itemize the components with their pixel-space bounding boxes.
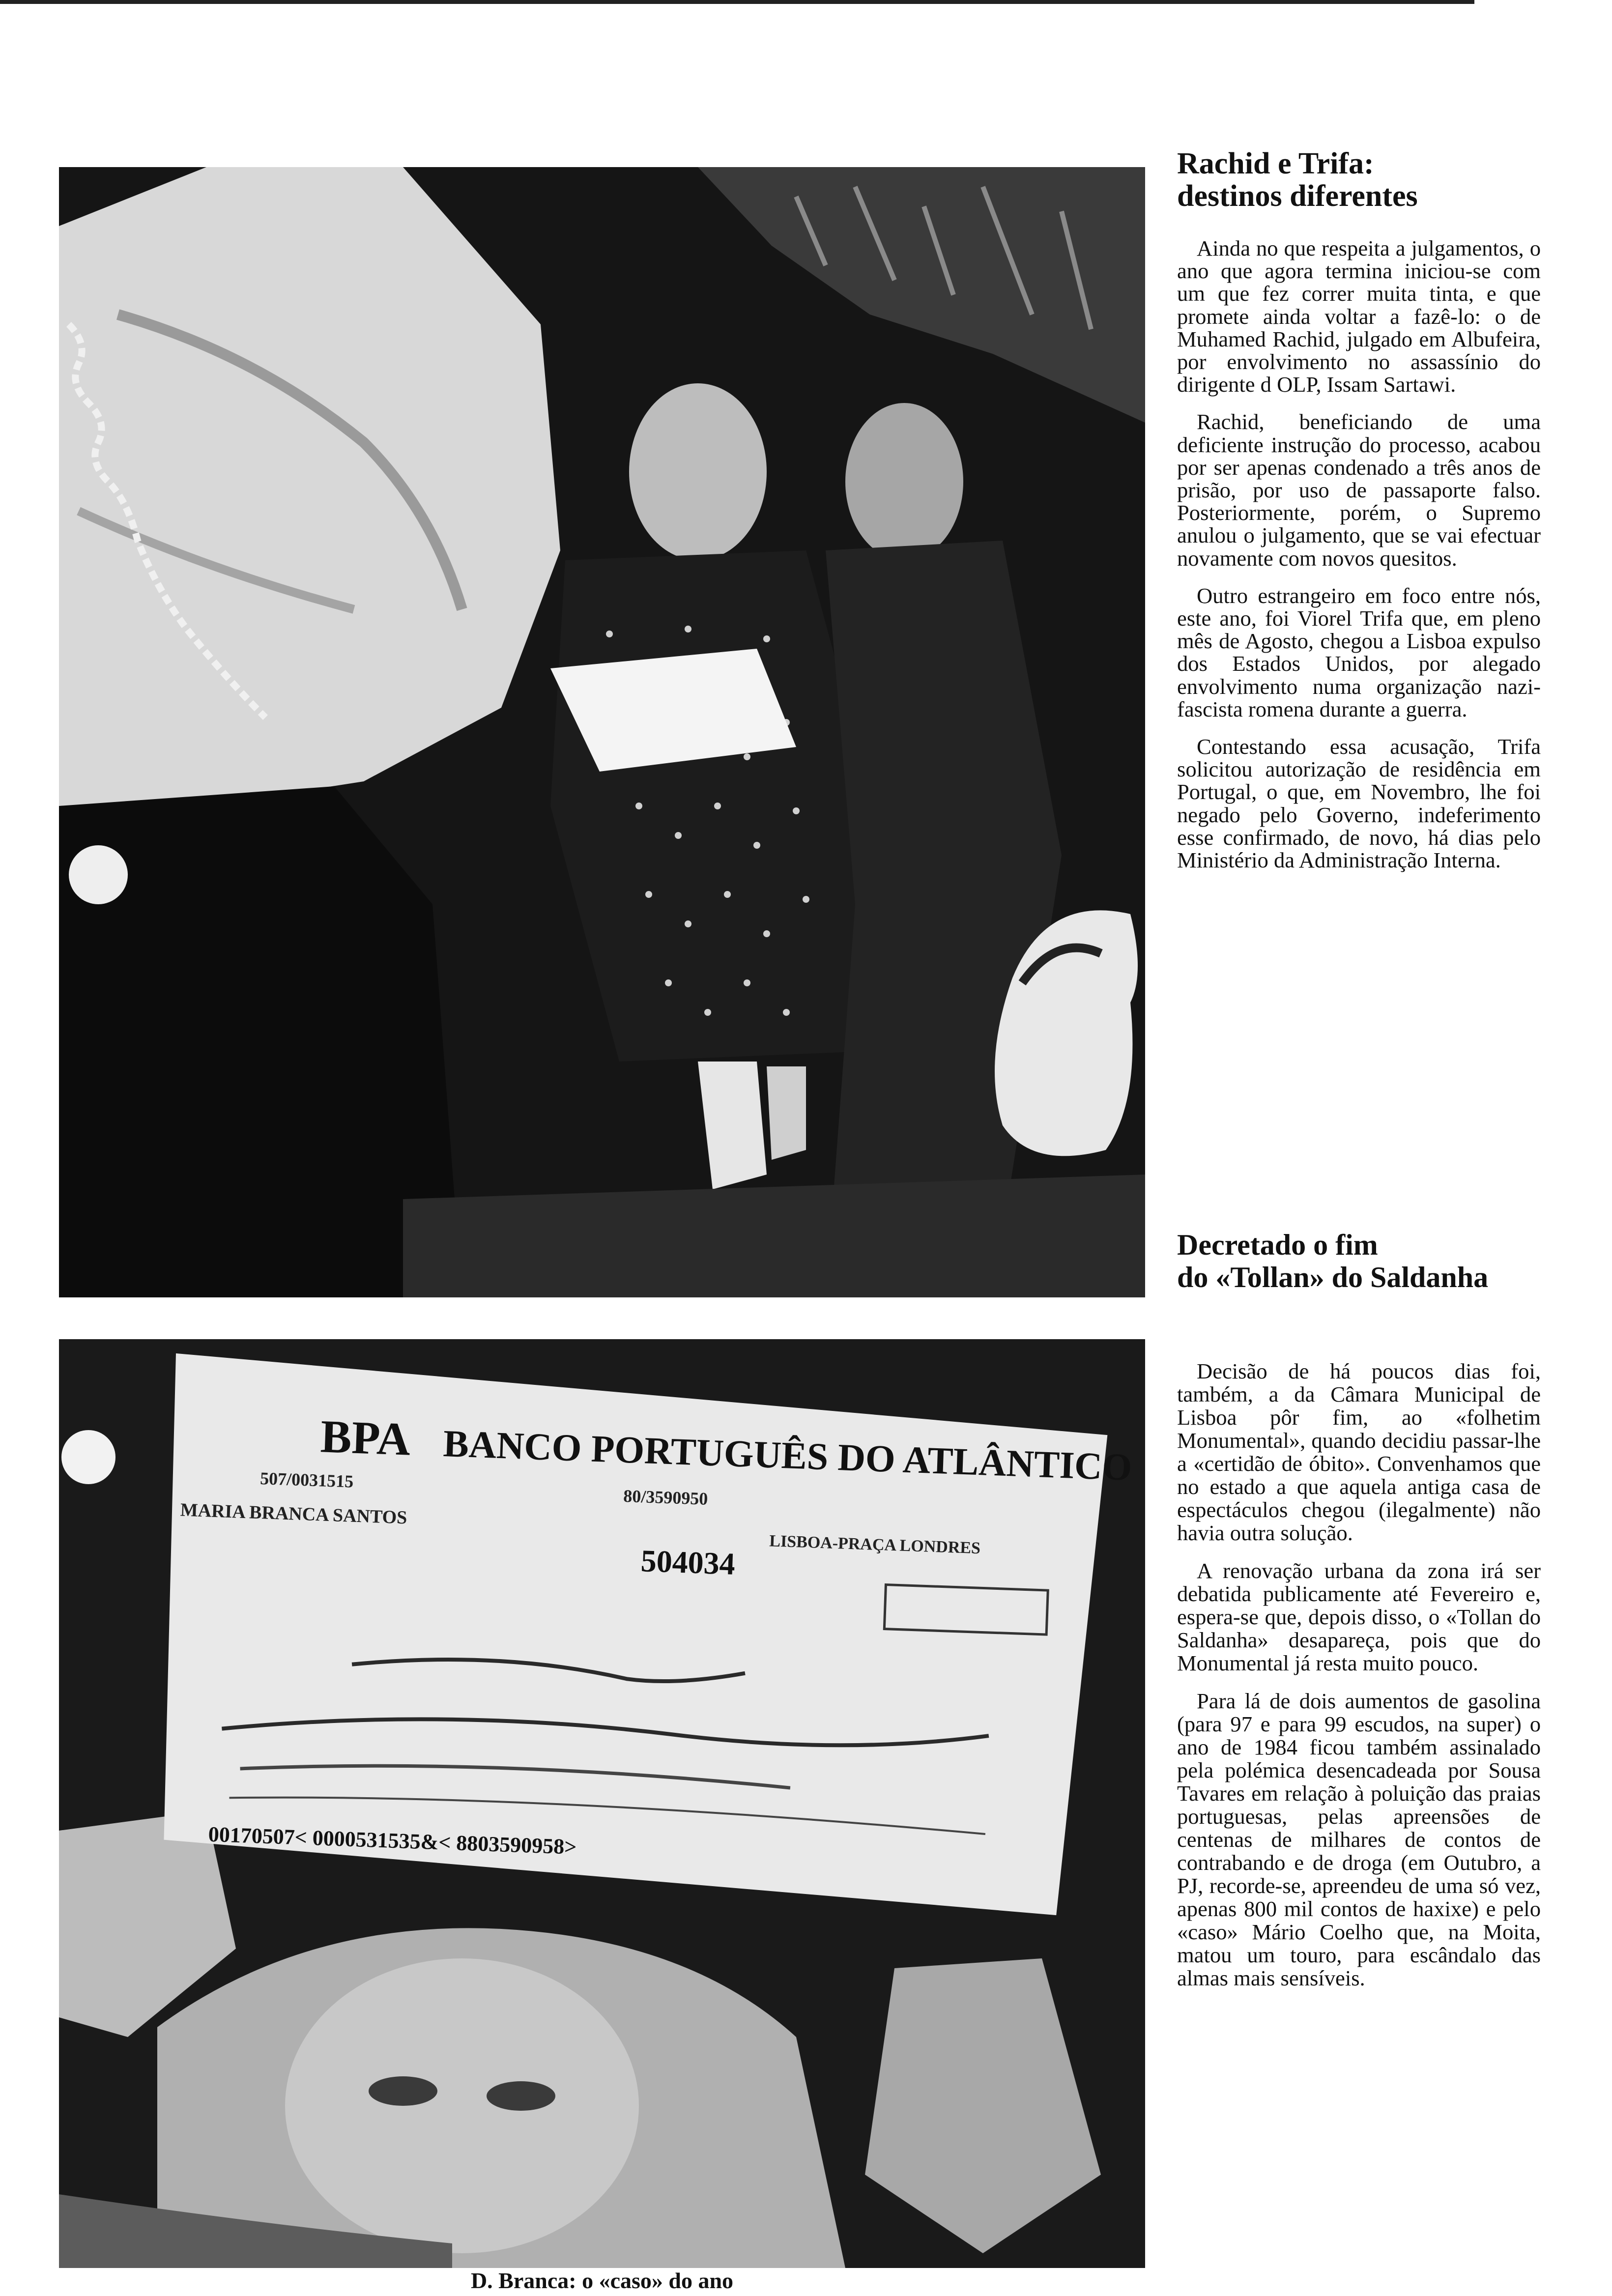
cheque [157,1353,1135,1917]
paragraph: Decisão de há poucos dias foi, também, a da Câmara Municipal de Lisboa pôr fim, ao «folhetim Monumental», quando decidiu passar-lhe a «certidão de óbito». Convenhamos que no estado a que aquela antiga casa de espectáculos chegou (ilegalmente) não havia outra solução. [1177,1359,1541,1545]
photo-cheque-image [59,1339,1145,2268]
heading-line-2: do «Tollan» do Saldanha [1177,1261,1489,1293]
cheque-bank-abbr: BPA [319,1410,411,1465]
cheque-account: 507/0031515 [259,1468,354,1492]
top-rule [0,0,1474,4]
cheque-number: 504034 [640,1543,736,1581]
paragraph: Para lá de dois aumentos de gasolina (para 97 e para 99 escudos, na super) o ano de 1984 ficou também assinalado pela polémica desencadeada por Sousa Tavares em relação à poluição das praias portuguesas, pelas apreensões de centenas de milhares de contos de contrabando e de droga (em Outubro, a PJ, recorde-se, apreendeu de uma só vez, apenas 800 mil contos de haxixe) e pelo «caso» Mário Coelho que, na Moita, matou um touro, para escândalo das almas mais sensíveis. [1177,1689,1541,1990]
heading-line-1: Decretado o fim [1177,1229,1378,1261]
paragraph: Rachid, beneficiando de uma deficiente instrução do processo, acabou por ser apenas condenado a três anos de prisão, por uso de passaporte falso. Posteriormente, porém, o Supremo anulou o julgamento, que se vai efectuar novamente com novos quesitos. [1177,409,1541,571]
photo-cheque-scene [59,1339,1145,2268]
heading-line-1: Rachid e Trifa: [1177,147,1374,180]
paragraph: Ainda no que respeita a julgamentos, o ano que agora termina iniciou-se com um que fez correr muita tinta, e que promete ainda voltar a fazê-lo: o de Muhamed Rachid, julgado em Albufeira, por envolvimento no assassínio do dirigente d OLP, Issam Sartawi. [1177,236,1541,397]
article-rachid-trifa [1177,147,1541,886]
cheque-micr: 00170507< 0000531535&< 8803590958> [208,1822,577,1859]
article-heading [1177,147,1541,212]
paragraph: A renovação urbana da zona irá ser debatida publicamente até Fevereiro e, espera-se que, depois disso, o «Tollan do Saldanha» desapareça, pois que do Monumental já resta muito pouco. [1177,1558,1541,1675]
cheque-branch: LISBOA-PRAÇA LONDRES [769,1532,981,1558]
paragraph: Contestando essa acusação, Trifa solicitou autorização de residência em Portugal, o que, em Novembro, lhe foi negado pelo Governo, indeferimento esse confirmado, de novo, há dias pelo Ministério da Administração Interna. [1177,734,1541,873]
photo-caption: D. Branca: o «caso» do ano [470,2268,734,2293]
cheque-account-2: 80/3590950 [623,1486,709,1509]
heading-line-2: destinos diferentes [1177,179,1418,213]
article-tollan-saldanha [1177,1229,1541,2005]
photo-trifa-image [59,167,1145,1297]
cheque-bank-name: BANCO PORTUGUÊS DO ATLÂNTICO [442,1422,1133,1489]
article-heading [1177,1229,1541,1293]
cheque-holder: MARIA BRANCA SANTOS [180,1499,408,1528]
photo-trifa-scene [59,167,1145,1297]
paragraph: Outro estrangeiro em foco entre nós, este ano, foi Viorel Trifa que, em pleno mês de Agosto, chegou a Lisboa expulso dos Estados Unidos, por alegado envolvimento numa organização nazi-fascista romena durante a guerra. [1177,583,1541,721]
